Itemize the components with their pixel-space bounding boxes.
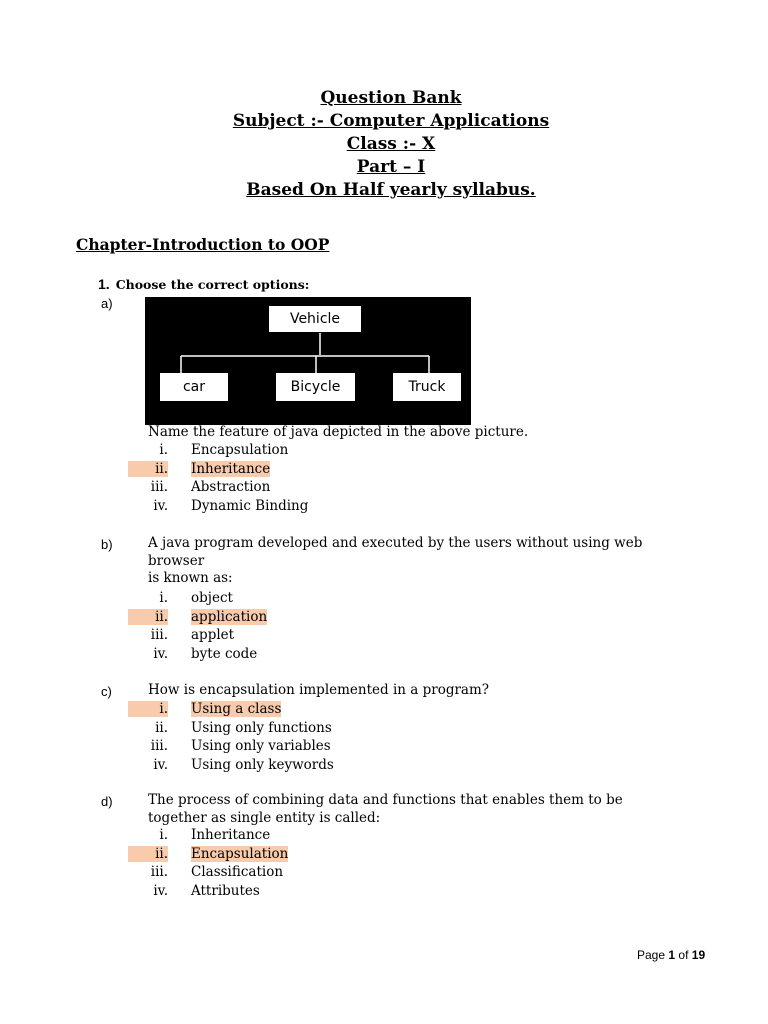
page-prefix: Page (637, 948, 666, 962)
part-a-option-3 (148, 479, 448, 498)
part-b-question (148, 535, 708, 588)
title-part: Part – I (356, 157, 426, 177)
page-total: 19 (691, 948, 706, 962)
question-instruction: Choose the correct options: (115, 277, 310, 292)
option-text: byte code (191, 645, 258, 662)
option-text-highlighted: Encapsulation (191, 845, 289, 862)
part-c-question: How is encapsulation implemented in a program? (148, 682, 490, 698)
option-ordinal: iii. (150, 738, 168, 754)
part-b-line-2: browser (148, 552, 205, 569)
option-ordinal: iii. (150, 627, 168, 643)
option-ordinal: iii. (150, 479, 168, 495)
option-ordinal: ii. (155, 719, 168, 736)
part-b-option-4 (148, 646, 448, 665)
option-ordinal: i. (159, 442, 168, 458)
option-text: Attributes (191, 882, 260, 899)
option-ordinal: i. (159, 590, 168, 606)
chapter-heading: Chapter-Introduction to OOP (76, 235, 330, 254)
inheritance-diagram (145, 297, 471, 425)
part-c-option-2 (148, 720, 448, 739)
option-text: Using only functions (191, 719, 332, 736)
part-d-option-3 (148, 864, 448, 883)
option-text: Using only keywords (191, 756, 334, 773)
option-text: Inheritance (191, 827, 271, 843)
option-text-highlighted: Inheritance (191, 460, 271, 477)
truck-box: Truck (393, 373, 461, 401)
part-a-question: Name the feature of java depicted in the above picture. (148, 424, 529, 440)
part-a-option-2-correct (148, 461, 448, 480)
option-ordinal: iv. (153, 756, 168, 773)
part-c-label: c) (101, 684, 112, 699)
part-d-label: d) (101, 794, 113, 809)
part-d-option-2-correct (148, 846, 448, 865)
part-b-label: b) (101, 537, 113, 552)
part-d-option-4 (148, 883, 448, 902)
part-c-option-1-correct (148, 701, 448, 720)
option-text-highlighted: Using a class (191, 701, 282, 717)
option-text: Abstraction (191, 479, 271, 495)
part-d-question (148, 792, 708, 827)
part-b-line-1: A java program developed and executed by the users without using web (148, 535, 643, 551)
title-question-bank: Question Bank (320, 88, 462, 108)
option-ordinal: i. (128, 701, 168, 717)
title-class: Class :- X (346, 134, 436, 154)
bicycle-box: Bicycle (276, 373, 355, 401)
part-c-option-4 (148, 757, 448, 776)
option-text: applet (191, 627, 235, 643)
part-b-option-2-correct (148, 609, 448, 628)
title-block (0, 87, 768, 202)
title-subject: Subject :- Computer Applications (232, 111, 550, 131)
option-text: Encapsulation (191, 442, 289, 458)
option-text-highlighted: application (191, 608, 268, 625)
part-d-line-2: together as single entity is called: (148, 809, 381, 826)
option-ordinal: iii. (150, 864, 168, 880)
part-a-option-1 (148, 442, 448, 461)
question-number: 1. (98, 276, 110, 292)
option-text: Classification (191, 864, 284, 880)
option-ordinal: iv. (153, 882, 168, 899)
option-ordinal: i. (159, 827, 168, 843)
option-ordinal: ii. (128, 846, 168, 862)
part-d-option-1 (148, 827, 448, 846)
question-1-heading (98, 276, 309, 292)
option-ordinal: iv. (153, 497, 168, 514)
option-ordinal: iv. (153, 645, 168, 662)
option-text: object (191, 590, 233, 606)
option-ordinal: ii. (128, 461, 168, 477)
part-b-line-3: is known as: (148, 570, 233, 586)
vehicle-box: Vehicle (269, 306, 361, 332)
page-current: 1 (668, 948, 676, 962)
page-number-footer (637, 948, 705, 962)
option-text: Dynamic Binding (191, 497, 309, 514)
title-syllabus: Based On Half yearly syllabus. (246, 180, 536, 200)
part-a-option-4 (148, 498, 448, 517)
option-text: Using only variables (191, 738, 331, 754)
part-a-label: a) (101, 296, 113, 311)
page-of: of (678, 948, 689, 962)
part-b-option-3 (148, 627, 448, 646)
part-c-option-3 (148, 738, 448, 757)
part-b-option-1 (148, 590, 448, 609)
part-d-line-1: The process of combining data and functions that enables them to be (148, 792, 623, 808)
option-ordinal: ii. (128, 609, 168, 625)
car-box: car (160, 373, 228, 401)
